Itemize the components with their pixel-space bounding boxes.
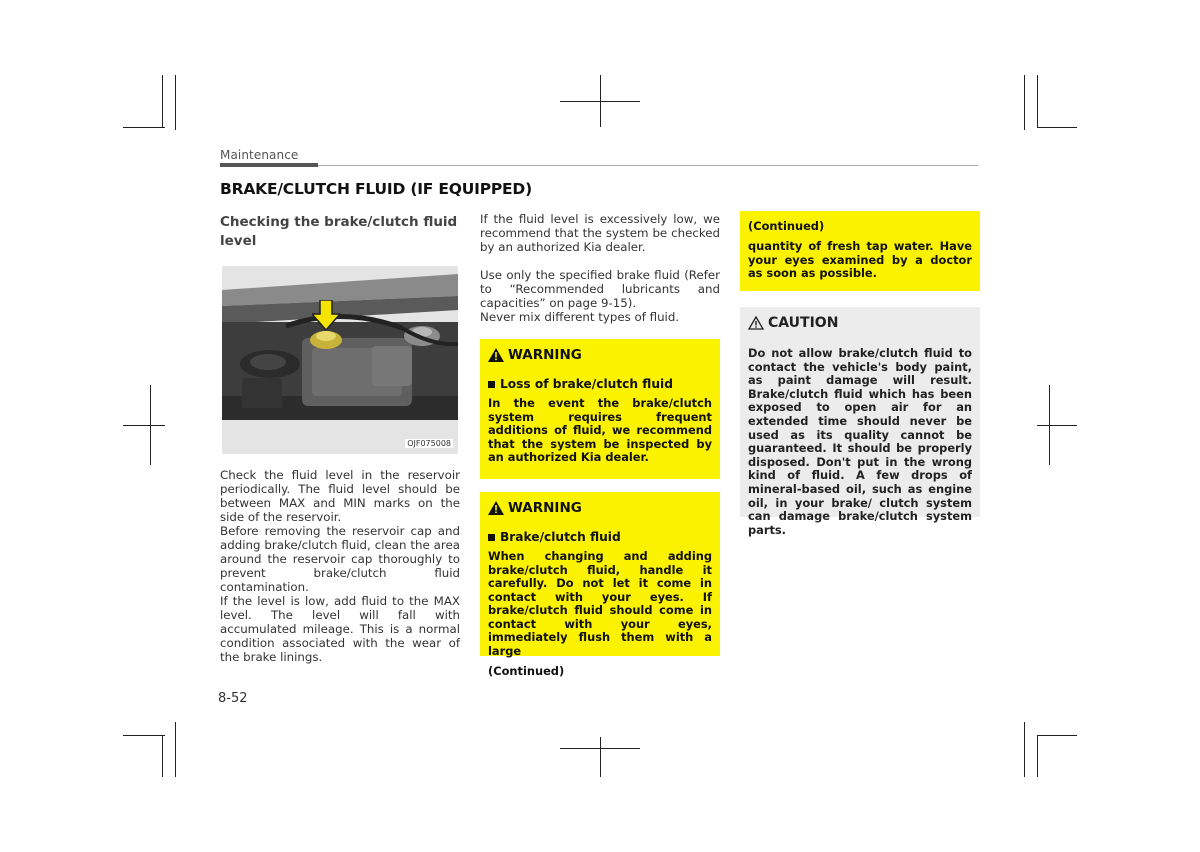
column-2-text [480, 212, 720, 324]
warning-triangle-icon [488, 348, 504, 362]
warning-triangle-icon [488, 501, 504, 515]
section-rule-light [318, 165, 978, 166]
section-subtitle: Checking the brake/clutch fluid level [220, 214, 458, 249]
warning-subheading [488, 530, 712, 544]
warning-text: When changing and adding brake/clutch fluid, handle it carefully. Do not let it come in contact with your eyes. If brake/clutch fluid should come in contact with your eyes, immediately flush them with a large [488, 549, 712, 658]
caution-triangle-icon [748, 316, 764, 330]
engine-bay-photo [222, 266, 458, 454]
photo-code: OJF075008 [407, 439, 451, 448]
paragraph: Check the fluid level in the reservoir periodically. The fluid level should be between MAX and MIN marks on the side of the reservoir. [220, 468, 460, 524]
paragraph: Before removing the reservoir cap and adding brake/clutch fluid, clean the area around the reservoir cap thoroughly to prevent brake/clutch fluid contamination. [220, 524, 460, 594]
paragraph: Never mix different types of fluid. [480, 310, 680, 324]
page-title: BRAKE/CLUTCH FLUID (IF EQUIPPED) [220, 180, 532, 198]
down-arrow-icon [312, 300, 340, 330]
warning-box-continued [740, 211, 980, 291]
warning-heading-text: WARNING [508, 347, 582, 363]
caution-heading-text: CAUTION [768, 315, 839, 331]
warning-subheading-text: Loss of brake/clutch fluid [500, 377, 673, 391]
paragraph: Use only the specified brake fluid (Refer to “Recommended lubricants and capacities” on page 9-15). [480, 268, 720, 310]
warning-subheading-text: Brake/clutch fluid [500, 530, 621, 544]
warning-subheading [488, 377, 712, 391]
continued-label: (Continued) [748, 219, 825, 233]
square-bullet-icon [488, 381, 495, 388]
warning-heading-text: WARNING [508, 500, 582, 516]
caution-box [740, 307, 980, 537]
paragraph: If the fluid level is excessively low, we recommend that the system be checked by an authorized Kia dealer. [480, 212, 720, 254]
warning-box-fluid-loss [480, 339, 720, 479]
section-label: Maintenance [220, 148, 299, 162]
column-1-text [220, 468, 460, 664]
paragraph: If the level is low, add fluid to the MAX level. The level will fall with accumulated mileage. This is a normal condition associated with the wear of the brake linings. [220, 594, 460, 664]
caution-text: Do not allow brake/clutch fluid to contact the vehicle's body paint, as paint damage will result. Brake/clutch fluid which has been exposed to open air for an extended time should never be used as its quality cannot be guaranteed. It should be properly disposed. Don't put in the wrong kind of fluid. A few drops of mineral-based oil, such as engine oil, in your brake/ clutch system can damage brake/clutch system parts. [748, 346, 972, 537]
section-rule-dark [220, 163, 318, 167]
page-number: 8-52 [218, 691, 248, 706]
warning-heading [488, 500, 712, 516]
warning-text: In the event the brake/clutch system requires frequent additions of fluid, we recommend that the system be inspected by an authorized Kia dealer. [488, 396, 712, 464]
caution-heading [748, 315, 972, 331]
warning-text: quantity of fresh tap water. Have your eyes examined by a doctor as soon as possible. [748, 239, 972, 280]
warning-box-brake-fluid [480, 492, 720, 678]
square-bullet-icon [488, 534, 495, 541]
warning-heading [488, 347, 712, 363]
continued-label: (Continued) [488, 664, 565, 678]
